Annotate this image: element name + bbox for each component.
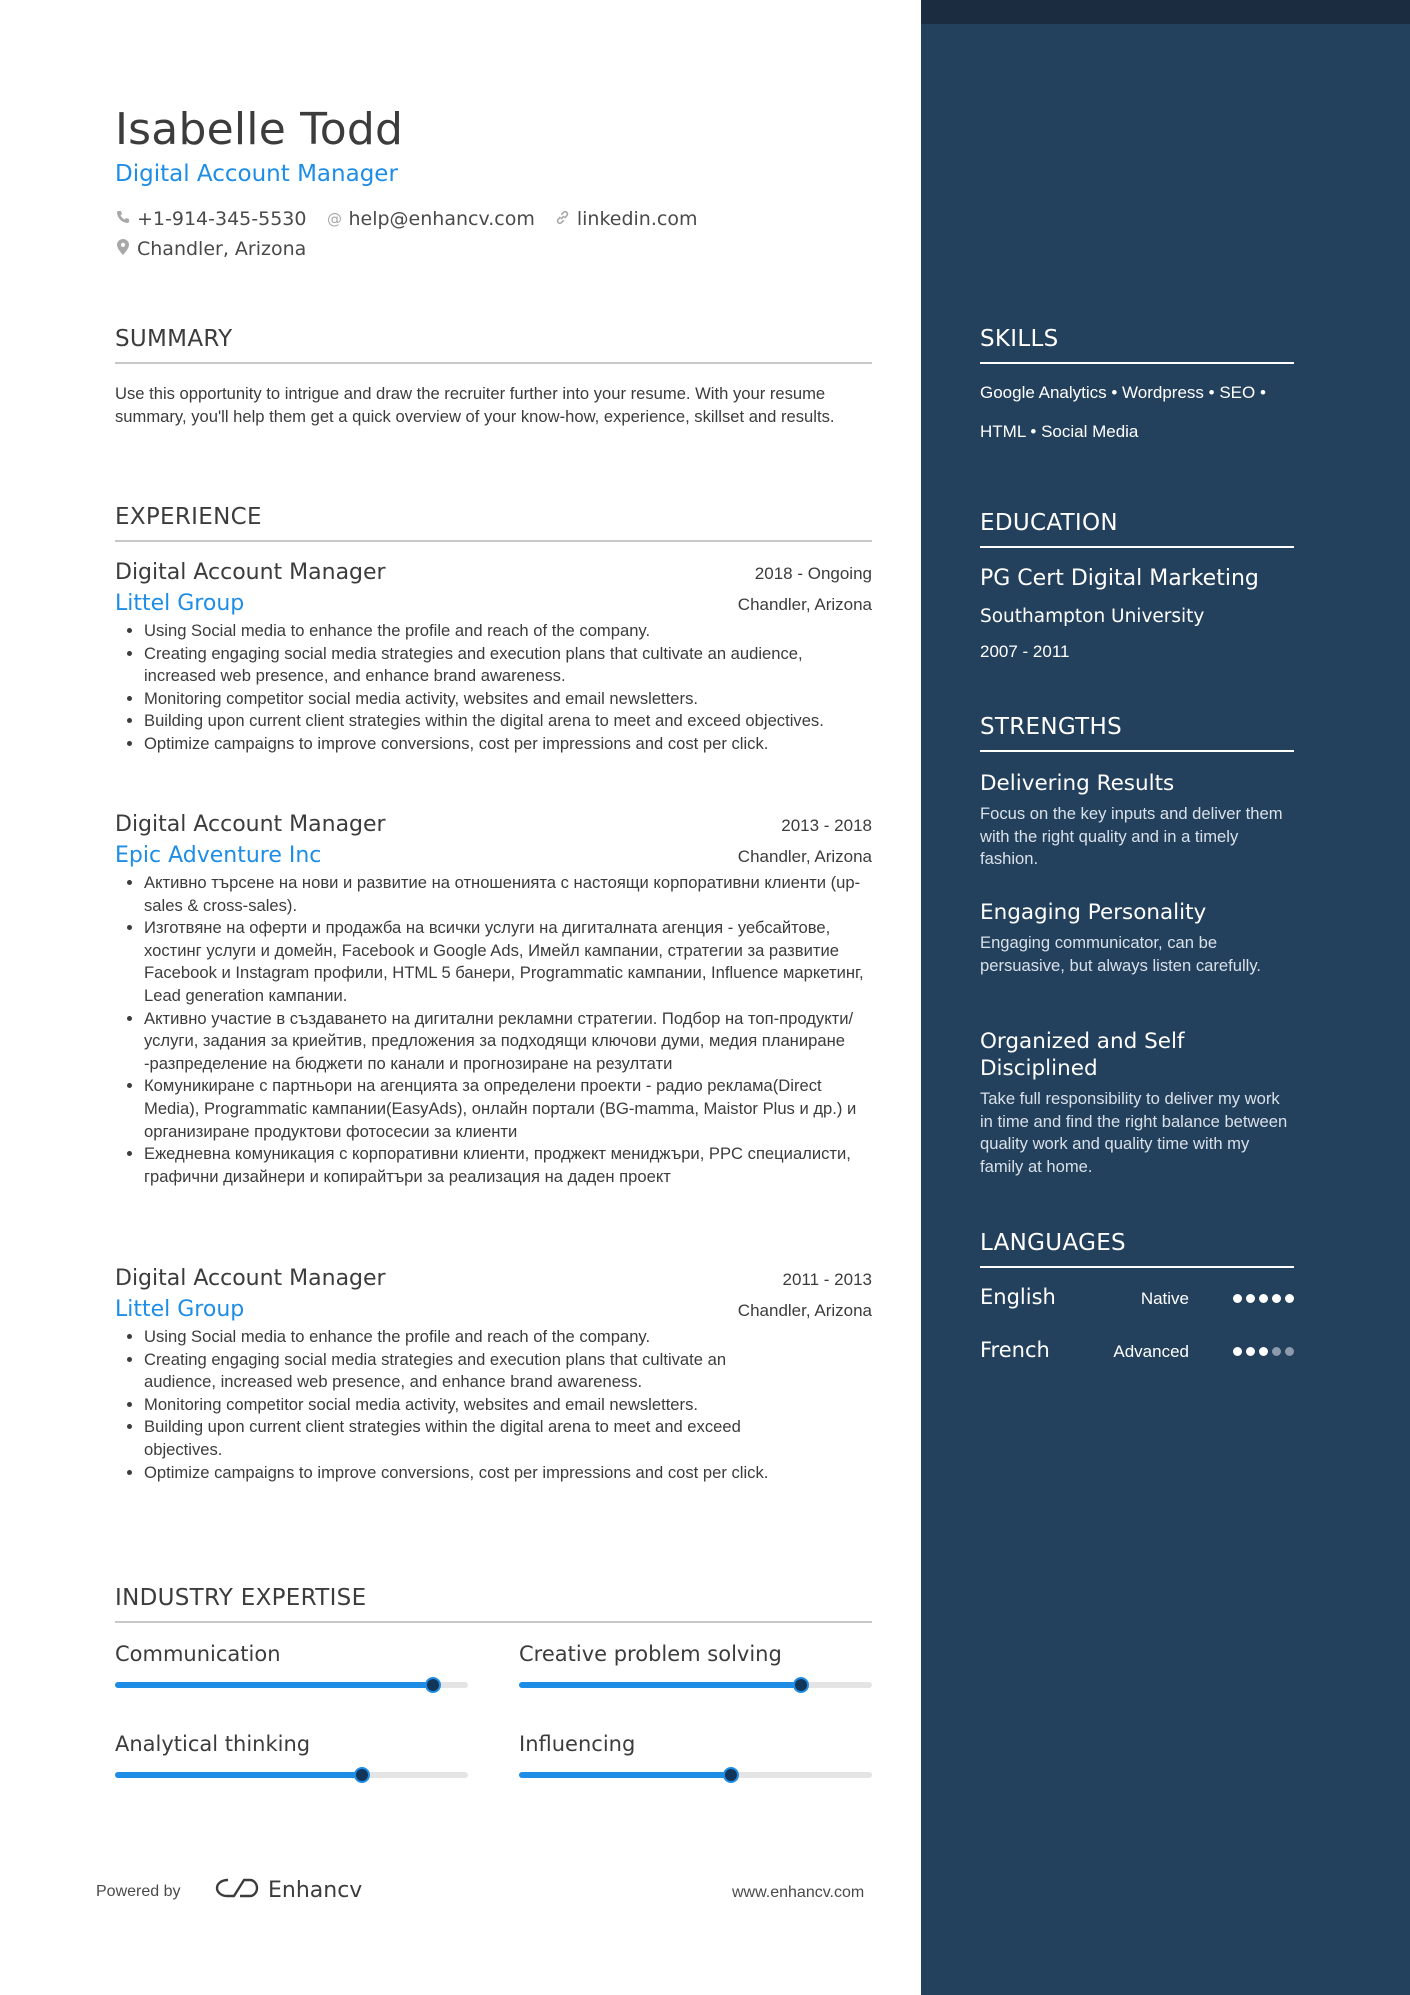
strengths-heading: STRENGTHS [980,714,1294,752]
job-location: Chandler, Arizona [737,1301,872,1320]
strength-desc: Take full responsibility to deliver my work in time and find the right balance between quality work and quality time with my family at home. [980,1089,1288,1176]
language-dot [1259,1347,1268,1356]
phone-text[interactable]: +1-914-345-5530 [137,208,307,230]
email-text[interactable]: help@enhancv.com [348,208,535,230]
enhancv-logo[interactable] [214,1876,362,1905]
job-location: Chandler, Arizona [737,847,872,866]
expertise-bar [519,1772,872,1778]
expertise-bar-fill [519,1772,731,1778]
summary-text: Use this opportunity to intrigue and draw the recruiter further into your resume. With your resume summary, you'll help them get a quick overview of your know-how, experience, skillset and results. [115,384,835,426]
link-icon [555,210,571,229]
job-bullet: • Building upon current client strategies within the digital arena to meet and exceed objectives. [144,1416,764,1461]
job-bullet: • Optimize campaigns to improve conversions, cost per impressions and cost per click. [144,733,872,756]
contact-location [115,238,306,260]
strength-item [980,1028,1294,1178]
expertise-label: Creative problem solving [519,1642,782,1666]
education-years: 2007 - 2011 [980,642,1070,661]
job-bullet: • Using Social media to enhance the profile and reach of the company. [144,1326,764,1349]
experience-heading: EXPERIENCE [115,504,872,542]
strength-title: Delivering Results [980,771,1175,796]
expertise-bar-knob [723,1767,739,1783]
language-dot [1246,1294,1255,1303]
job-bullet: • Комуникиране с партньори на агенцията за определени проекти - радио реклама(Direct Media), Programmatic кампании(EasyAds), онлайн портали (BG-mamma, Maistor Plus и др.) и организиране продуктови фотосесии за клиенти [144,1075,872,1143]
expertise-bar-knob [793,1677,809,1693]
job-bullet: • Активно участие в създаването на дигитални рекламни стратегии. Подбор на топ-продукти/услуги, задания за криейтив, предложения за подходящи ключови думи, медия планиране -разпределение на бюджети по канали и прогнозиране на резултати [144,1008,872,1076]
location-text: Chandler, Arizona [137,238,307,260]
job-bullets [115,872,872,1188]
education-school: Southampton University [980,606,1205,627]
contact-row [115,208,697,230]
location-pin-icon [115,239,131,259]
expertise-bar-knob [354,1767,370,1783]
expertise-heading: INDUSTRY EXPERTISE [115,1585,872,1623]
job-dates: 2018 - Ongoing [754,564,872,583]
language-dot [1272,1347,1281,1356]
expertise-bar [115,1772,468,1778]
enhancv-brand-text: Enhancv [268,1878,363,1903]
expertise-bar-fill [115,1682,433,1688]
language-name: English [980,1285,1056,1309]
job-company: Littel Group [115,591,245,616]
skills-list: Google Analytics • Wordpress • SEO • HTML • Social Media [980,383,1266,441]
language-name: French [980,1338,1050,1362]
skill-item: Google Analytics [980,383,1107,402]
language-dot [1233,1294,1242,1303]
website-text[interactable]: linkedin.com [576,208,698,230]
job-bullets [115,620,872,756]
enhancv-logo-icon [214,1876,260,1905]
job-title: Digital Account Manager [115,812,386,837]
job-bullet: • Изготвяне на оферти и продажба на всички услуги на дигиталната агенция - уебсайтове, хостинг услуги и домейн, Facebook и Google Ads, Имейл кампании, стратегии за развитие Facebook и Instagram профили, HTML 5 банери, Programmatic кампании, Influence маркетинг, Lead generation кампании. [144,917,872,1007]
job-dates: 2011 - 2013 [782,1270,872,1289]
powered-by-label: Powered by [96,1883,181,1900]
strength-title: Organized and Self Disciplined [980,1029,1185,1081]
skill-item: HTML [980,422,1026,441]
job-bullets [115,1326,769,1484]
expertise-bar-knob [425,1677,441,1693]
expertise-item [115,1642,468,1688]
skill-item: SEO [1219,383,1256,402]
language-row [980,1338,1294,1368]
phone-icon [115,210,131,228]
expertise-bar [519,1682,872,1688]
expertise-bar-fill [519,1682,801,1688]
strength-desc: Engaging communicator, can be persuasive, but always listen carefully. [980,933,1261,975]
language-dot [1259,1294,1268,1303]
contact-email [326,208,534,230]
job-entry [115,560,872,756]
expertise-bar [115,1682,468,1688]
expertise-label: Communication [115,1642,281,1666]
expertise-item [519,1732,872,1778]
expertise-label: Analytical thinking [115,1732,311,1756]
language-dot [1246,1347,1255,1356]
candidate-name: Isabelle Todd [115,104,404,155]
language-dots [1233,1294,1294,1303]
language-level: Native [1140,1289,1189,1308]
skills-heading: SKILLS [980,326,1294,364]
sidebar [921,0,1410,1995]
contact-website [555,208,698,230]
job-bullet: • Активно търсене на нови и развитие на отношенията с настоящи корпоративни клиенти (up-sales & cross-sales). [144,872,872,917]
expertise-item [519,1642,872,1688]
strength-title: Engaging Personality [980,900,1207,925]
language-dot [1233,1347,1242,1356]
strength-item [980,899,1294,977]
job-title: Digital Account Manager [115,1266,386,1291]
language-dot [1285,1347,1294,1356]
contact-phone [115,208,306,230]
job-bullet: • Ежедневна комуникация с корпоративни клиенти, проджект мениджъри, PPC специалисти, графични дизайнери и копирайтъри за реализация на даден проект [144,1143,872,1188]
job-company: Littel Group [115,1297,245,1322]
expertise-item [115,1732,468,1778]
strength-item [980,770,1294,871]
job-bullet: • Creating engaging social media strategies and execution plans that cultivate an audience, increased web presence, and enhance brand awareness. [144,1349,764,1394]
languages-heading: LANGUAGES [980,1230,1294,1268]
job-bullet: • Creating engaging social media strategies and execution plans that cultivate an audience, increased web presence, and enhance brand awareness. [144,643,872,688]
language-dots [1233,1347,1294,1356]
language-dot [1285,1294,1294,1303]
job-company: Epic Adventure Inc [115,843,322,868]
job-bullet: • Building upon current client strategies within the digital arena to meet and exceed objectives. [144,710,872,733]
skill-item: Social Media [1041,422,1139,441]
sidebar-top-bar [921,0,1410,24]
education-heading: EDUCATION [980,510,1294,548]
job-bullet: • Monitoring competitor social media activity, websites and email newsletters. [144,1394,764,1417]
job-entry [115,812,872,1188]
expertise-label: Influencing [519,1732,636,1756]
skill-item: Wordpress [1122,383,1204,402]
footer-url[interactable]: www.enhancv.com [732,1884,865,1901]
location-row [115,238,306,260]
job-entry [115,1266,872,1484]
language-row [980,1285,1294,1315]
language-dot [1272,1294,1281,1303]
job-bullet: • Using Social media to enhance the profile and reach of the company. [144,620,872,643]
job-dates: 2013 - 2018 [781,816,872,835]
expertise-bar-fill [115,1772,362,1778]
job-location: Chandler, Arizona [737,595,872,614]
education-degree: PG Cert Digital Marketing [980,566,1259,591]
strength-desc: Focus on the key inputs and deliver them with the right quality and in a timely fashion. [980,804,1283,869]
job-title: Digital Account Manager [115,560,386,585]
candidate-role: Digital Account Manager [115,161,398,187]
summary-heading: SUMMARY [115,326,872,364]
at-icon: @ [326,210,342,228]
language-level: Advanced [1113,1342,1189,1361]
job-bullet: • Monitoring competitor social media activity, websites and email newsletters. [144,688,872,711]
job-bullet: • Optimize campaigns to improve conversions, cost per impressions and cost per click. [144,1462,764,1485]
